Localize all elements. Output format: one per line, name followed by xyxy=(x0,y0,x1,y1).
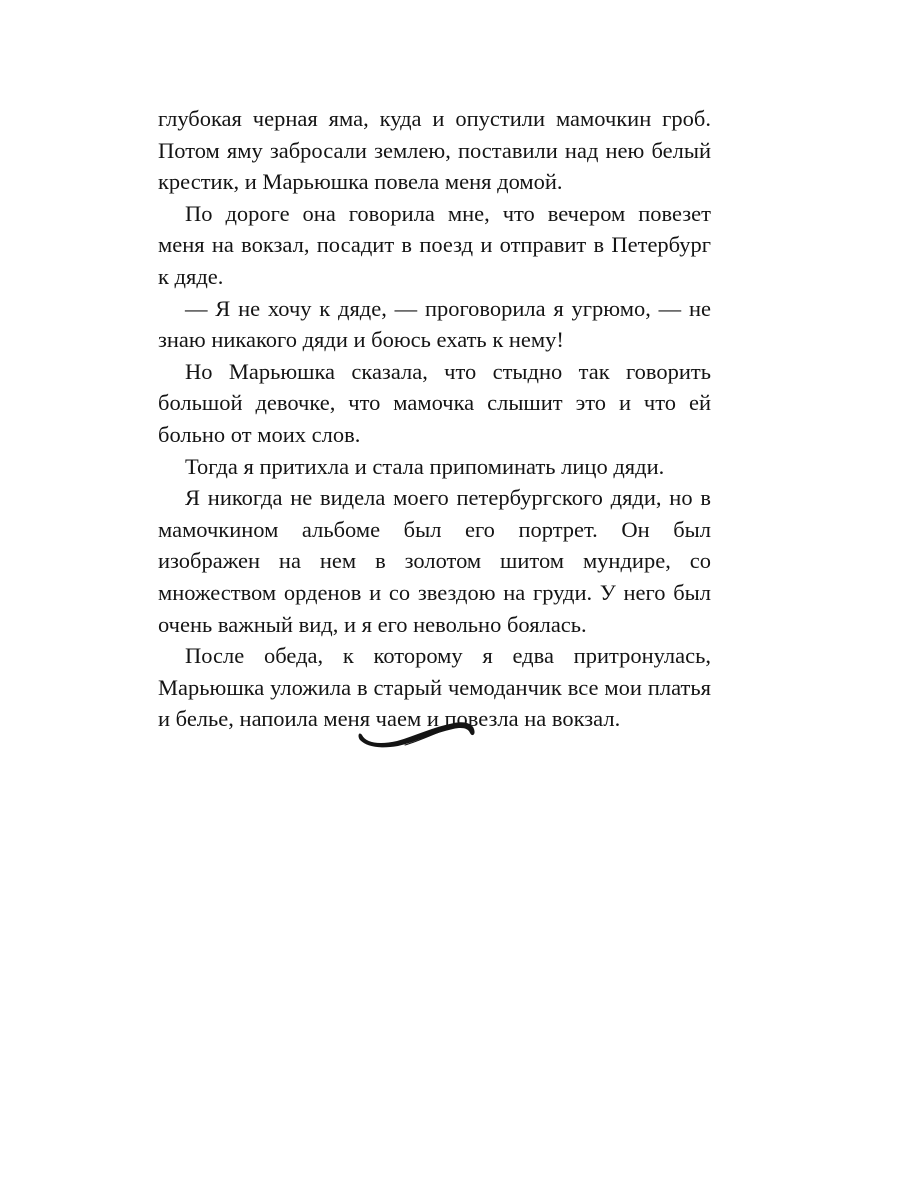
paragraph-4: Но Марьюшка сказала, что стыдно так говорить большой девочке, что мамочка слышит это и что ей больно от моих слов. xyxy=(158,358,711,447)
paragraph-6: Я никогда не видела моего петербургского дяди, но в мамочкином альбоме был его портрет. Он был изображен на нем в золотом шитом мундире, со множеством орденов и со звездою на груди. У него был очень важный вид, и я его невольно боялась. xyxy=(158,485,711,637)
paragraph-5: Тогда я притихла и стала припоминать лицо дяди. xyxy=(185,453,665,479)
paragraph-7: После обеда, к которому я едва притронулась, Марьюшка уложила в старый чемоданчик все мои платья и белье, напоила меня чаем и повезла на вокзал. xyxy=(158,643,711,732)
paragraph-1: глубокая черная яма, куда и опустили мамочкин гроб. Потом яму забросали землею, поставили над нею белый крестик, и Марьюшка повела меня домой. xyxy=(158,106,711,195)
paragraph-3: — Я не хочу к дяде, — проговорила я угрюмо, — не знаю никакого дяди и боюсь ехать к нему! xyxy=(158,295,711,353)
paragraph-2: По дороге она говорила мне, что вечером повезет меня на вокзал, посадит в поезд и отправит в Петербург к дяде. xyxy=(158,200,711,289)
body-text xyxy=(158,103,711,735)
swash-ornament-icon xyxy=(358,712,480,754)
